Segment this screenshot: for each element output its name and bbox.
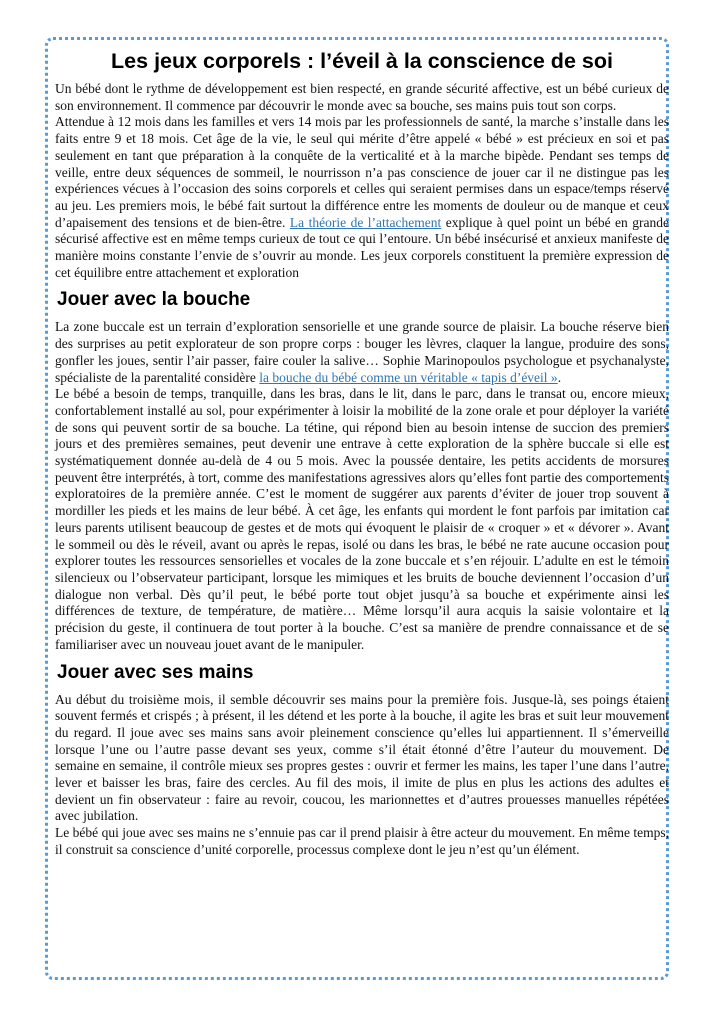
intro-text-a: Attendue à 12 mois dans les familles et vers 14 mois par les professionnels de santé, la marche s’installe dans les faits entre 9 et 18 mois. Cet âge de la vie, le seul qui mérite d’être appelé « bébé » est précieux en soi et pas seulement en tant que préparation à la conquête de la verticalité et à la marche bipède. Pendant ses temps de veille, entre deux séquences de sommeil, le nourrisson n’a pas conscience de jouer car il ne distingue pas les expériences vécues à l’occasion des soins corporels et celles qui seraient permises dans un espace/temps réservé au jeu. Les premiers mois, le bébé fait surtout la différence entre les moments de douleur ou de manque et ceux d’apaisement des tensions et de bien-être. xyxy=(55,114,669,230)
tapis-eveil-link[interactable]: la bouche du bébé comme un véritable « tapis d’éveil » xyxy=(259,369,558,385)
bouche-paragraph-2: Le bébé a besoin de temps, tranquille, dans les bras, dans le lit, dans le parc, dans le transat ou, encore mieux, confortablement installé au sol, pour expérimenter à loisir la mobilité de la zone orale et pour déployer la variété de sons qui peuvent sortir de sa bouche. La tétine, qui répond bien au besoin intense de succion des premiers jours et des premières semaines, peut devenir une entrave à cette exploration de la sphère buccale si elle est systématiquement donnée au-delà de 4 ou 5 mois. Avec la poussée dentaire, les petits accidents de morsures peuvent être interprétés, à tort, comme des manifestations agressives alors qu’elles font partie des comportements exploratoires de la première année. C’est le moment de suggérer aux parents d’éviter de jouer trop souvent à mordiller les pieds et les mains de leur bébé. À cet âge, les enfants qui mordent le font parfois par imitation car leurs parents utilisent beaucoup de gestes et de mots qui évoquent le plaisir de « croquer » et « dévorer ». Avant le sommeil ou dès le réveil, avant ou après le repas, isolé ou dans les bras, le bébé ne rate aucune occasion pour explorer toutes les ressources sensorielles et vocales de la zone buccale et s’en réjouir. L’adulte en est le témoin silencieux ou l’observateur participant, lorsque les mimiques et les bruits de bouche deviennent l’occasion d’un dialogue non verbal. Dès qu’il peut, le bébé porte tout objet jusqu’à sa bouche et expérimente ainsi les différences de texture, de température, de matière… Même lorsqu’il aura acquis la saisie volontaire et la précision du geste, il continuera de tout porter à la bouche. C’est sa manière de prendre connaissance et de se familiariser avec un nouveau jouet avant de le manipuler. xyxy=(55,386,669,652)
bouche-text-b: . xyxy=(557,369,562,385)
bouche-paragraph-1 xyxy=(55,319,669,386)
attachment-theory-link[interactable]: La théorie de l’attachement xyxy=(289,214,442,230)
section-heading-mains: Jouer avec ses mains xyxy=(57,661,254,683)
bouche-text-a: La zone buccale est un terrain d’exploration sensorielle et une grande source de plaisir. La bouche réserve bien des surprises au petit explorateur de son propre corps : bouger les lèvres, claquer la langue, produire des sons, gonfler les joues, sentir l’air passer, faire couler la salive… Sophie Marinopoulos psychologue et psychanalyste, spécialiste de la parentalité considère xyxy=(55,319,669,385)
page-title: Les jeux corporels : l’éveil à la conscience de soi xyxy=(111,49,613,73)
section-heading-bouche: Jouer avec la bouche xyxy=(57,289,251,311)
intro-paragraph-2 xyxy=(55,114,669,281)
mains-paragraph-2: Le bébé qui joue avec ses mains ne s’ennuie pas car il prend plaisir à être acteur du mouvement. En même temps, il construit sa conscience d’unité corporelle, processus complexe dont le jeu n’est qu’un élément. xyxy=(55,825,669,857)
article xyxy=(55,44,669,859)
intro-text-b: explique à quel point un bébé en grande sécurisé affective est en même temps curieux de tout ce qui l’entoure. Un bébé insécurisé et anxieux manifeste de manière moins constante l’envie de s’ouvrir au monde. Les jeux corporels constituent la première expression de cet équilibre entre attachement et exploration xyxy=(55,214,670,280)
intro-paragraph-1: Un bébé dont le rythme de développement est bien respecté, en grande sécurité affective, est un bébé curieux de son environnement. Il commence par découvrir le monde avec sa bouche, ses mains puis tout son corps. xyxy=(55,81,669,113)
mains-paragraph-1: Au début du troisième mois, il semble découvrir ses mains pour la première fois. Jusque-là, ses poings étaient souvent fermés et crispés ; à présent, il les détend et les porte à la bouche, il agite les bras et suit leur mouvement du regard. Il joue avec ses mains sans avoir pleinement conscience qu’elles lui appartiennent. Il s’émerveille lorsque l’une ou l’autre passe devant ses yeux, comme s’il était étonné d’être l’auteur du mouvement. De semaine en semaine, il contrôle mieux ses propres gestes : ouvrir et fermer les mains, les taper l’une dans l’autre, lever et baisser les bras, faire des cercles. Au fil des mois, il imite de plus en plus les actions des adultes et devient un fin observateur : faire au revoir, coucou, les marionnettes et d’autres prouesses manuelles répétées avec jubilation. xyxy=(55,691,669,824)
